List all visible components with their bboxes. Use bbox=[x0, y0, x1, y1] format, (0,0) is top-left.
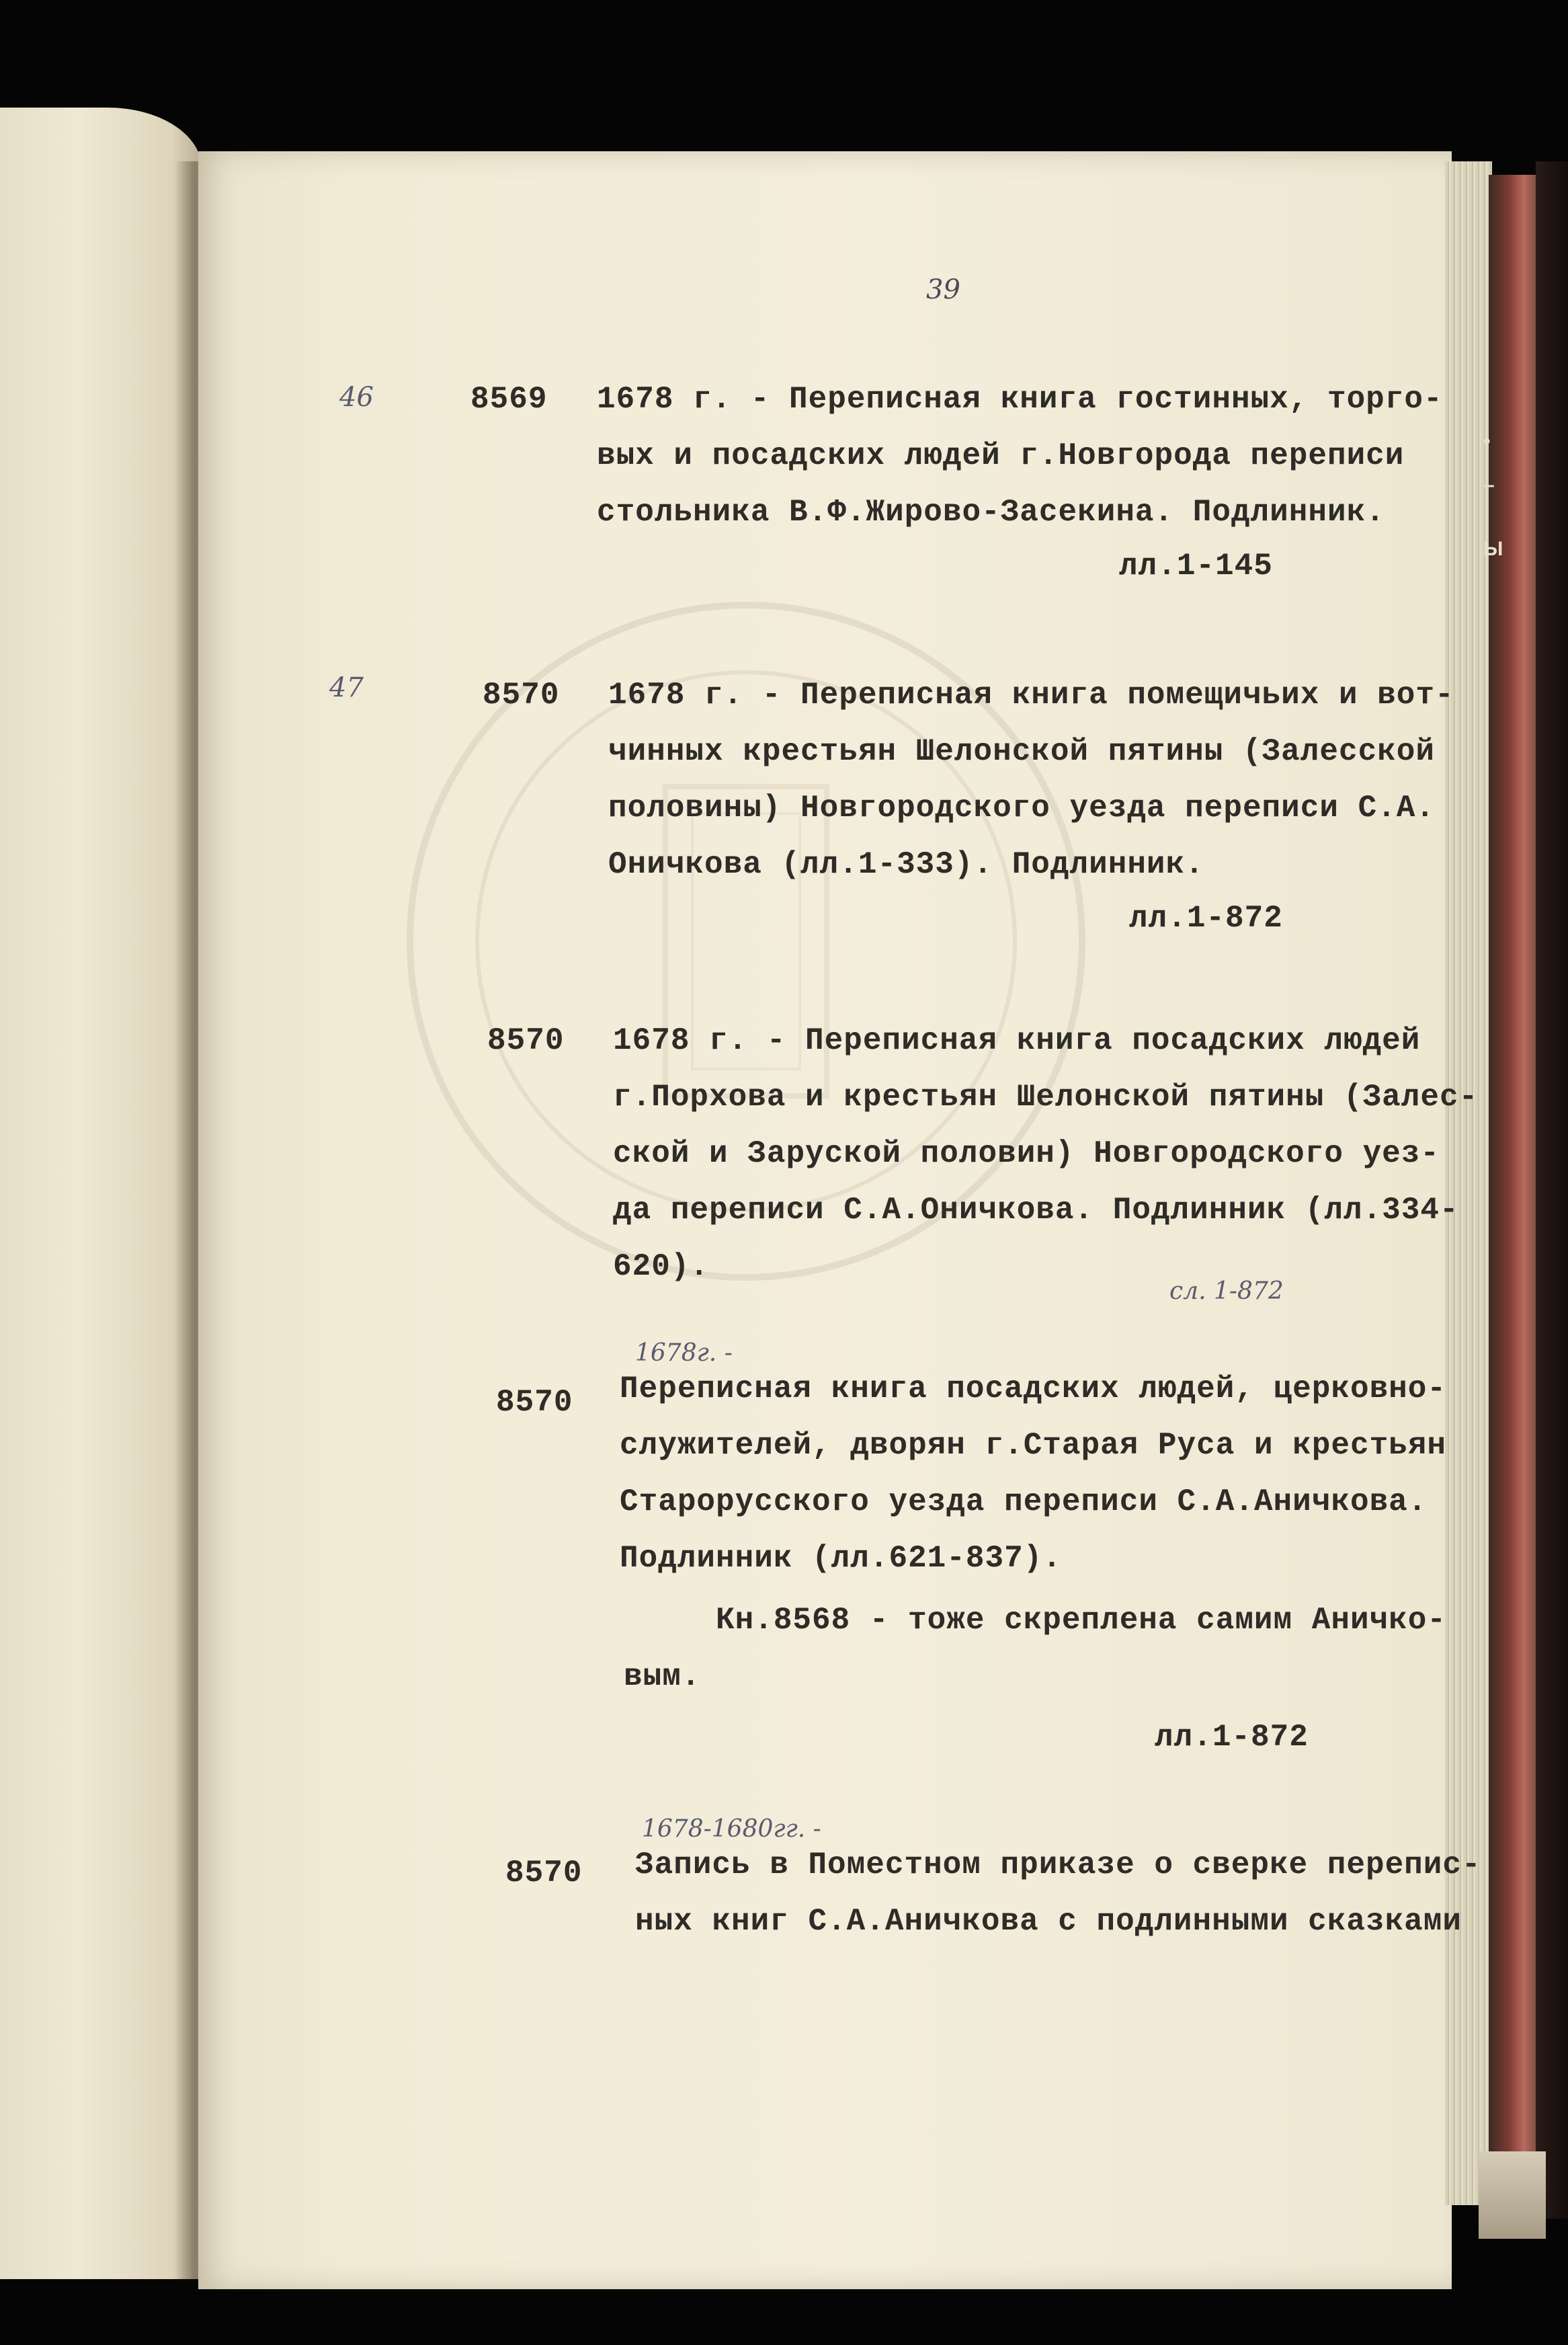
entry-3-code: 8570 bbox=[487, 1023, 565, 1058]
entry-4-line-3: Старорусского уезда переписи С.А.Аничкова. bbox=[620, 1484, 1428, 1519]
entry-4-line-2: служителей, дворян г.Старая Руса и крестьян bbox=[620, 1428, 1446, 1463]
entry-2-line-1: 1678 г. - Переписная книга помещичьих и вот- bbox=[608, 678, 1454, 713]
entry-4-folios: лл.1-872 bbox=[1155, 1720, 1309, 1755]
entry-4-note-line-1: Кн.8568 - тоже скреплена самим Аничко- bbox=[716, 1603, 1446, 1638]
entry-3-line-4: да переписи С.А.Оничкова. Подлинник (лл.334- bbox=[613, 1193, 1459, 1228]
entry-3-line-3: ской и Заруской половин) Новгородского уез- bbox=[613, 1136, 1440, 1171]
entry-3-hand-note: сл. 1-872 bbox=[1169, 1277, 1284, 1305]
entry-3-line-1: 1678 г. - Переписная книга посадских людей bbox=[613, 1023, 1421, 1058]
entry-2-code: 8570 bbox=[483, 678, 560, 713]
entry-5-line-2: ных книг С.А.Аничкова с подлинными сказками bbox=[635, 1904, 1462, 1939]
entry-1-folios: лл.1-145 bbox=[1119, 549, 1273, 584]
entry-4-code: 8570 bbox=[496, 1385, 573, 1420]
entry-1-margin-number: 46 bbox=[339, 382, 374, 413]
entry-2-line-3: половины) Новгородского уезда переписи С.А. bbox=[608, 791, 1435, 826]
side-mark-1: • bbox=[1483, 430, 1491, 452]
entry-2-folios: лл.1-872 bbox=[1129, 901, 1283, 936]
entry-5-hand-date: 1678-1680гг. - bbox=[642, 1815, 821, 1843]
page-number: 39 bbox=[926, 274, 960, 305]
entry-1-line-2: вых и посадских людей г.Новгорода переписи bbox=[597, 438, 1405, 473]
entry-2-margin-number: 47 bbox=[329, 672, 364, 703]
entry-4-hand-date: 1678г. - bbox=[635, 1339, 733, 1367]
entry-5-code: 8570 bbox=[505, 1856, 583, 1891]
entry-2-line-2: чинных крестьян Шелонской пятины (Залесской bbox=[608, 734, 1435, 769]
entry-4-line-1: Переписная книга посадских людей, церковно- bbox=[620, 1372, 1446, 1406]
entry-3-line-5: 620). bbox=[613, 1249, 710, 1284]
entry-1-line-1: 1678 г. - Переписная книга гостинных, торго- bbox=[597, 382, 1443, 417]
entry-4-note-line-2: вым. bbox=[624, 1659, 701, 1694]
side-mark-2: – bbox=[1483, 474, 1495, 496]
entry-4-line-4: Подлинник (лл.621-837). bbox=[620, 1541, 1062, 1576]
entry-2-line-4: Оничкова (лл.1-333). Подлинник. bbox=[608, 847, 1204, 882]
entry-1-code: 8569 bbox=[470, 382, 548, 417]
entry-3-line-2: г.Порхова и крестьян Шелонской пятины (Залес- bbox=[613, 1080, 1479, 1115]
entry-5-line-1: Запись в Поместном приказе о сверке перепис- bbox=[635, 1847, 1481, 1882]
entry-1-line-3: стольника В.Ф.Жирово-Засекина. Подлинник. bbox=[597, 495, 1385, 530]
side-mark-3: Ы bbox=[1483, 538, 1503, 560]
